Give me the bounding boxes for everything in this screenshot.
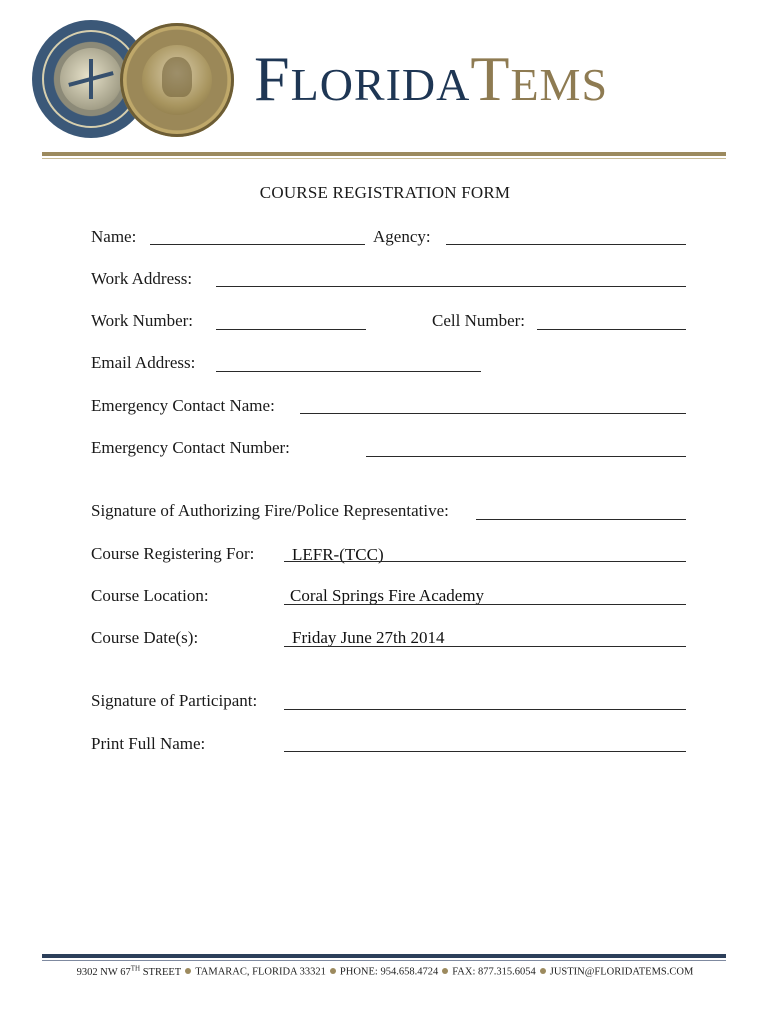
bullet-dot-icon (540, 968, 546, 974)
form-title: COURSE REGISTRATION FORM (259, 183, 511, 202)
bullet-dot-icon (330, 968, 336, 974)
emergency-contact-number-label: Emergency Contact Number: (91, 438, 290, 457)
cell-number-field[interactable] (537, 329, 686, 330)
header-divider (42, 152, 726, 156)
authorizing-signature-field[interactable] (476, 519, 686, 520)
footer-address (76, 964, 182, 978)
footer-city: TAMARAC, FLORIDA 33321 (195, 966, 326, 978)
location-value: Coral Springs Fire Academy (290, 586, 485, 605)
work-address-label: Work Address: (91, 269, 193, 288)
footer-fax: FAX: 877.315.6054 (452, 966, 536, 978)
brand-logotype (254, 43, 609, 114)
emergency-contact-name-label: Emergency Contact Name: (91, 396, 275, 415)
footer-phone: PHONE: 954.658.4724 (339, 966, 439, 978)
work-number-field[interactable] (216, 329, 366, 330)
brand-rest-lorida: LORIDA (290, 59, 471, 110)
footer-address-street: STREET (140, 966, 182, 978)
brand-initial-t: T (470, 43, 511, 114)
location-field[interactable] (284, 604, 686, 605)
dates-label: Course Date(s): (91, 628, 199, 647)
footer-email[interactable]: JUSTIN@FLORIDATEMS.COM (549, 966, 694, 978)
footer-divider-thin (42, 960, 726, 961)
medic-figure-icon (162, 57, 192, 97)
footer-address-number: 9302 NW 67 (76, 966, 131, 978)
work-address-field[interactable] (216, 286, 686, 287)
course-value: LEFR-(TCC) (292, 545, 384, 564)
course-field[interactable] (284, 561, 686, 562)
bullet-dot-icon (442, 968, 448, 974)
location-label: Course Location: (91, 586, 209, 605)
brand-initial-f: F (254, 43, 291, 114)
emergency-contact-name-field[interactable] (300, 413, 686, 414)
dates-value: Friday June 27th 2014 (292, 628, 445, 647)
header-divider-thin (42, 158, 726, 159)
footer-contact (0, 964, 770, 978)
agency-field[interactable] (446, 244, 686, 245)
email-field[interactable] (216, 371, 481, 372)
participant-signature-field[interactable] (284, 709, 686, 710)
course-label: Course Registering For: (91, 544, 255, 563)
footer-address-sup: TH (130, 964, 141, 972)
email-label: Email Address: (91, 353, 196, 372)
name-label: Name: (91, 227, 137, 246)
footer-divider (42, 954, 726, 958)
bullet-dot-icon (185, 968, 191, 974)
agency-label: Agency: (373, 227, 431, 246)
authorizing-signature-label: Signature of Authorizing Fire/Police Representative: (91, 501, 449, 520)
participant-signature-label: Signature of Participant: (91, 691, 258, 710)
name-field[interactable] (150, 244, 365, 245)
work-number-label: Work Number: (91, 311, 194, 330)
print-name-field[interactable] (284, 751, 686, 752)
dates-field[interactable] (284, 646, 686, 647)
print-name-label: Print Full Name: (91, 734, 206, 753)
brand-rest-ems: EMS (510, 59, 609, 110)
training-the-elite-seal (120, 23, 234, 137)
emergency-contact-number-field[interactable] (366, 456, 686, 457)
cell-number-label: Cell Number: (432, 311, 526, 330)
